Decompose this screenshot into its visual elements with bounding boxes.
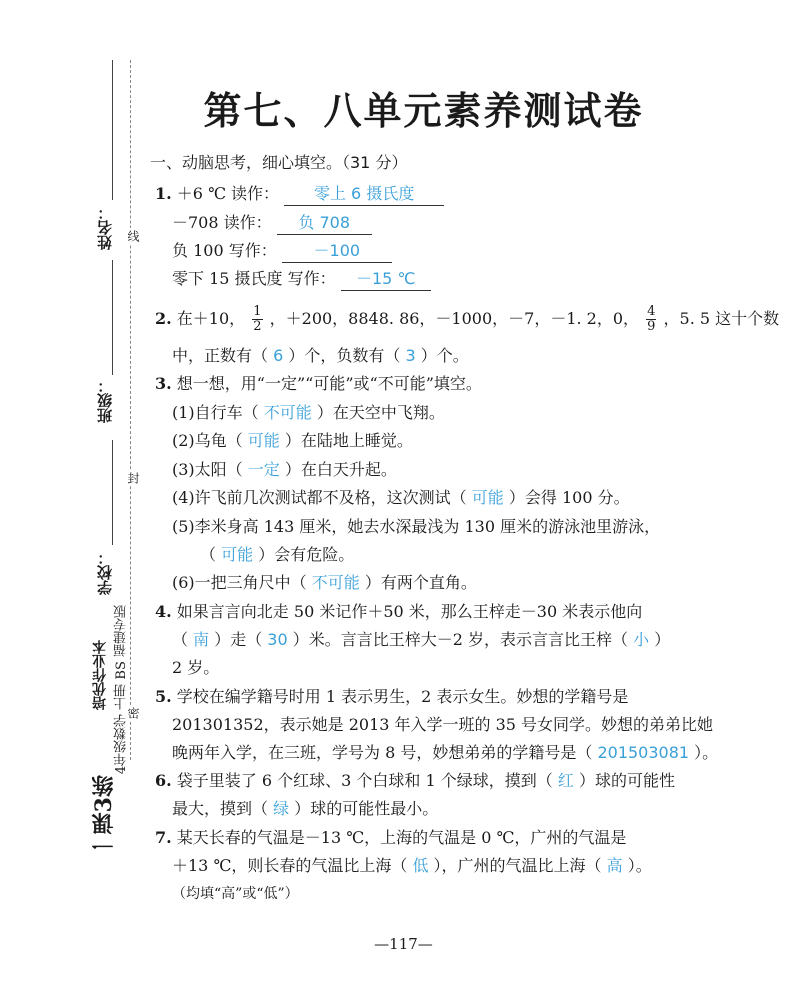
q3-stem xyxy=(155,373,482,395)
q3-s5-text-b2: ）会有危险。 xyxy=(253,545,355,564)
cut-mark-xian: 线 xyxy=(126,230,140,242)
brand-logo: 一课3练 xyxy=(91,775,117,857)
q3-s5-answer[interactable]: 可能 xyxy=(221,545,254,564)
q5-answer-id[interactable]: 201503081 xyxy=(597,743,690,762)
q1-row3-question: 负 100 写作： xyxy=(172,241,277,260)
q2-text-c: ）个。 xyxy=(415,346,469,365)
q7-answer-guangzhou[interactable]: 高 xyxy=(606,856,623,875)
cut-mark-feng: 封 xyxy=(126,472,140,484)
brand-subtitle: 培优作业本 xyxy=(92,640,108,710)
q1-row3-answer: －100 xyxy=(313,241,361,260)
q7-text-2c: ）。 xyxy=(622,856,652,875)
q3-s1-text-a: (1)自行车（ xyxy=(172,403,264,422)
q3-sub-4 xyxy=(172,487,630,509)
q3-s2-answer[interactable]: 可能 xyxy=(247,431,280,450)
q2-part1: 在＋10， xyxy=(176,309,246,328)
q2-number: 2. xyxy=(155,309,172,328)
q7-line-2 xyxy=(172,855,652,877)
q1-row2-answer: 负 708 xyxy=(298,213,351,232)
q6-answer-most[interactable]: 红 xyxy=(557,771,574,790)
q5-text-3a: 晚两年入学，在三班，学号为 8 号，妙想弟弟的学籍号是（ xyxy=(172,743,598,762)
q4-text-2d: ） xyxy=(649,630,671,649)
q4-line-2 xyxy=(172,629,670,651)
q7-answer-changchun[interactable]: 低 xyxy=(412,856,429,875)
q3-s1-text-b: ）在天空中飞翔。 xyxy=(311,403,445,422)
q3-sub-3 xyxy=(172,459,397,481)
q3-s3-answer[interactable]: 一定 xyxy=(247,460,280,479)
school-label: 学校： xyxy=(96,550,114,595)
q1-row4-question: 零下 15 摄氏度 写作： xyxy=(172,269,336,288)
q1-row1-question: ＋6 ℃ 读作： xyxy=(176,184,280,203)
q2-line-2 xyxy=(172,345,469,367)
q3-s4-text-b: ）会得 100 分。 xyxy=(503,488,630,507)
page-title: 第七、八单元素养测试卷 xyxy=(203,88,644,133)
q3-s3-text-b: ）在白天升起。 xyxy=(279,460,397,479)
section-heading: 一、动脑思考，细心填空。（31 分） xyxy=(150,153,408,172)
q5-text-3b: ）。 xyxy=(689,743,719,762)
q5-number: 5. xyxy=(155,687,172,706)
q3-s2-text-b: ）在陆地上睡觉。 xyxy=(279,431,413,450)
class-blank[interactable] xyxy=(112,260,113,375)
q1-row4-answer: －15 ℃ xyxy=(356,269,416,288)
name-label: 姓名： xyxy=(96,205,114,250)
q7-line-1 xyxy=(155,827,626,849)
q5-line-3 xyxy=(172,742,718,764)
q6-text-1b: ）球的可能性 xyxy=(573,771,675,790)
q6-number: 6. xyxy=(155,771,172,790)
q6-text-1a: 袋子里装了 6 个红球、3 个白球和 1 个绿球，摸到（ xyxy=(176,771,558,790)
q4-text-1: 如果言言向北走 50 米记作＋50 米，那么王梓走－30 米表示他向 xyxy=(176,602,643,621)
brand-edition: 4年级数学 上册 BS 福建专版 xyxy=(114,605,129,775)
q3-s4-text-a: (4)许飞前几次测试都不及格，这次测试（ xyxy=(172,488,472,507)
q2-part3: ，5. 5 这十个数 xyxy=(663,309,780,328)
q3-s6-text-a: (6)一把三角尺中（ xyxy=(172,573,312,592)
q3-s4-answer[interactable]: 可能 xyxy=(471,488,504,507)
q6-line-1 xyxy=(155,770,675,792)
q4-answer-distance[interactable]: 30 xyxy=(267,630,288,649)
frac1-denominator: 2 xyxy=(253,319,262,334)
school-blank[interactable] xyxy=(112,440,113,545)
q3-s6-text-b: ）有两个直角。 xyxy=(359,573,477,592)
q6-answer-least[interactable]: 绿 xyxy=(273,799,290,818)
q6-text-2a: 最大，摸到（ xyxy=(172,799,274,818)
q2-text-b: ）个，负数有（ xyxy=(283,346,406,365)
q1-row-1 xyxy=(155,183,444,206)
q1-row-4 xyxy=(172,268,431,291)
q5-line-2: 201301352，表示她是 2013 年入学一班的 35 号女同学。妙想的弟弟比她 xyxy=(172,715,714,734)
q5-line-1 xyxy=(155,686,628,708)
class-label: 班级： xyxy=(96,378,114,423)
q1-row2-blank[interactable] xyxy=(277,212,372,235)
q3-s6-answer[interactable]: 不可能 xyxy=(311,573,360,592)
q5-text-1: 学校在编学籍号时用 1 表示男生，2 表示女生。妙想的学籍号是 xyxy=(176,687,629,706)
q1-row1-blank[interactable] xyxy=(284,183,444,206)
q7-text-2b: ），广州的气温比上海（ xyxy=(428,856,607,875)
q4-line-3: 2 岁。 xyxy=(172,658,220,677)
q1-row-2 xyxy=(172,212,372,235)
q2-answer-positive[interactable]: 6 xyxy=(273,346,284,365)
q1-row1-answer: 零上 6 摄氏度 xyxy=(313,184,415,203)
q2-fraction-2 xyxy=(646,305,656,334)
q3-number: 3. xyxy=(155,374,172,393)
page-number: —117— xyxy=(374,935,433,953)
q4-text-2a: （ xyxy=(172,630,194,649)
q1-row4-blank[interactable] xyxy=(341,268,431,291)
q3-sub-2 xyxy=(172,430,413,452)
q2-text-a: 中，正数有（ xyxy=(172,346,274,365)
q3-sub-6 xyxy=(172,572,477,594)
q3-s5-text-a: (5)李米身高 143 厘米，她去水深最浅为 130 厘米的游泳池里游泳， xyxy=(172,517,661,536)
q1-row-3 xyxy=(172,240,392,263)
q3-s5-text-b1: （ xyxy=(200,545,222,564)
frac2-denominator: 9 xyxy=(647,319,656,334)
q7-note: （均填“高”或“低”） xyxy=(172,886,299,902)
q3-s2-text-a: (2)乌龟（ xyxy=(172,431,248,450)
q4-answer-age[interactable]: 小 xyxy=(633,630,650,649)
q2-part2: ，＋200，8848. 86，－1000，－7，－1. 2，0， xyxy=(269,309,640,328)
q3-sub-5-cont xyxy=(200,544,354,566)
q2-answer-negative[interactable]: 3 xyxy=(405,346,416,365)
q4-answer-direction[interactable]: 南 xyxy=(193,630,210,649)
cut-mark-mi: 密 xyxy=(126,707,140,719)
q1-row3-blank[interactable] xyxy=(282,240,392,263)
frac1-numerator: 1 xyxy=(253,304,262,319)
q3-s1-answer[interactable]: 不可能 xyxy=(263,403,312,422)
q3-stem-text: 想一想，用“一定”“可能”或“不可能”填空。 xyxy=(176,374,482,393)
q4-number: 4. xyxy=(155,602,172,621)
q7-text-2a: ＋13 ℃，则长春的气温比上海（ xyxy=(172,856,413,875)
q4-text-2b: ）走（ xyxy=(209,630,268,649)
q1-row2-question: －708 读作： xyxy=(172,213,272,232)
frac2-numerator: 4 xyxy=(647,304,656,319)
q3-sub-1 xyxy=(172,402,445,424)
q4-line-1 xyxy=(155,601,642,623)
q4-text-2c: ）米。言言比王梓大－2 岁，表示言言比王梓（ xyxy=(287,630,634,649)
q3-s3-text-a: (3)太阳（ xyxy=(172,460,248,479)
q2-line-1 xyxy=(155,302,779,336)
q6-line-2 xyxy=(172,798,438,820)
q7-text-1: 某天长春的气温是－13 ℃，上海的气温是 0 ℃，广州的气温是 xyxy=(176,828,627,847)
q1-number: 1. xyxy=(155,184,172,203)
q6-text-2b: ）球的可能性最小。 xyxy=(289,799,439,818)
q2-fraction-1 xyxy=(252,305,262,334)
q3-sub-5 xyxy=(172,516,660,538)
q7-number: 7. xyxy=(155,828,172,847)
